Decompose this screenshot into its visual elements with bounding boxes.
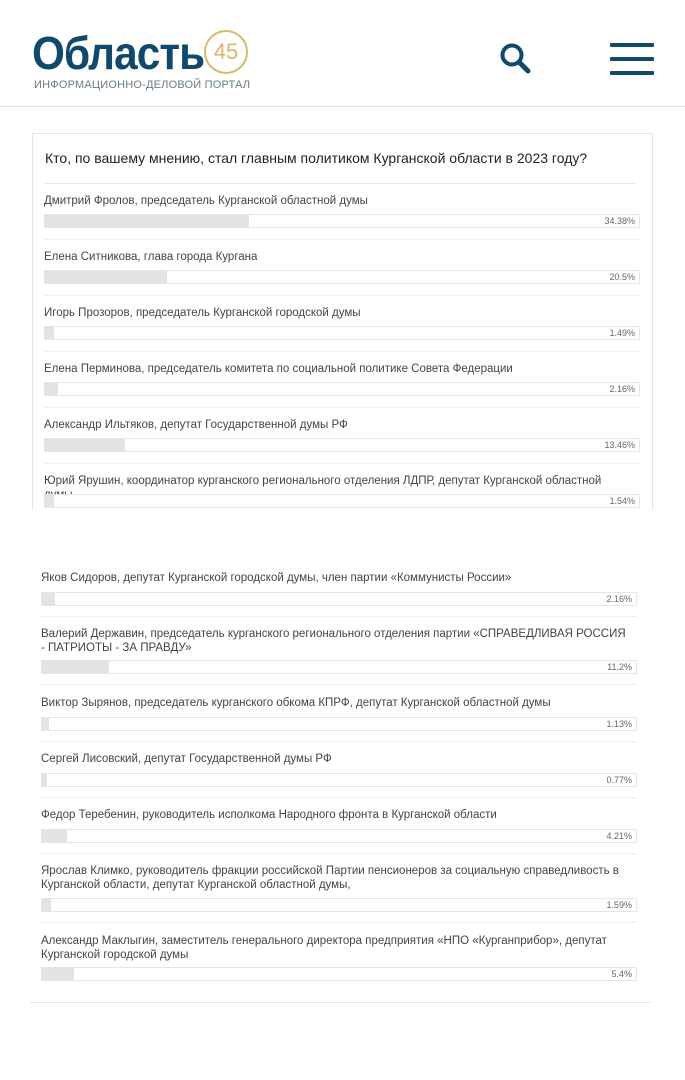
poll-option <box>41 934 637 979</box>
poll-result-percent: 1.54% <box>609 496 635 506</box>
poll-result-bar <box>41 660 637 674</box>
hamburger-menu-icon-line <box>610 71 654 75</box>
poll-result-bar <box>44 382 640 396</box>
site-logo[interactable] <box>32 27 251 91</box>
divider <box>41 853 637 854</box>
poll-result-percent: 2.16% <box>606 594 632 604</box>
hamburger-menu-icon <box>610 43 654 47</box>
logo-subtitle: ИНФОРМАЦИОННО-ДЕЛОВОЙ ПОРТАЛ <box>34 79 251 91</box>
poll-result-percent: 1.59% <box>606 900 632 910</box>
divider <box>41 616 637 617</box>
poll-option-label: Ярослав Климко, руководитель фракции российской Партии пенсионеров за социальную справедливость в Курганской области, депутат Курганской областной думы, <box>41 865 619 891</box>
poll-option-label: Александр Маклыгин, заместитель генерального директора предприятия «НПО «Курганприбор», депутат Курганской городской думы <box>41 935 607 961</box>
poll-result-bar <box>41 829 637 843</box>
poll-option-label: Елена Ситникова, глава города Кургана <box>44 251 258 263</box>
poll-option-label: Федор Теребенин, руководитель исполкома Народного фронта в Курганской области <box>41 809 497 821</box>
poll-option-label: Виктор Зырянов, председатель курганского обкома КПРФ, депутат Курганской областной думы <box>41 697 551 709</box>
poll-result-fill <box>42 718 49 730</box>
poll-option-label: Александр Ильтяков, депутат Государственной думы РФ <box>44 419 348 431</box>
poll-option <box>44 418 640 450</box>
poll-result-percent: 20.5% <box>609 272 635 282</box>
poll-result-fill <box>42 968 74 980</box>
poll-result-percent: 2.16% <box>609 384 635 394</box>
search-icon <box>498 41 534 77</box>
poll-result-bar <box>44 438 640 452</box>
poll-option-label: Юрий Ярушин, координатор курганского регионального отделения ЛДПР, депутат Курганской областной <box>44 475 602 487</box>
poll-result-percent: 1.13% <box>606 719 632 729</box>
poll-result-percent: 5.4% <box>611 969 632 979</box>
poll-result-bar <box>41 967 637 981</box>
poll-option <box>44 362 640 394</box>
poll-result-bar <box>41 773 637 787</box>
poll-option <box>41 808 637 841</box>
poll-option <box>41 864 637 910</box>
poll-option <box>44 474 640 506</box>
hamburger-menu-icon-line <box>610 57 654 61</box>
poll-result-fill <box>45 327 54 339</box>
poll-result-fill <box>42 661 109 673</box>
poll-result-percent: 4.21% <box>606 831 632 841</box>
poll-option <box>44 306 640 338</box>
poll-result-percent: 13.46% <box>604 440 635 450</box>
poll-result-bar <box>44 494 640 508</box>
poll-result-fill <box>42 899 51 911</box>
poll-option-label: Дмитрий Фролов, председатель Курганской областной думы <box>44 195 368 207</box>
poll-result-fill <box>45 271 167 283</box>
poll-option <box>44 194 640 226</box>
poll-result-percent: 34.38% <box>604 216 635 226</box>
divider <box>41 741 637 742</box>
poll-result-percent: 0.77% <box>606 775 632 785</box>
poll-result-bar <box>41 592 637 606</box>
divider <box>44 183 636 184</box>
divider <box>44 295 640 296</box>
divider <box>41 684 637 685</box>
menu-button[interactable] <box>610 43 654 75</box>
poll-result-bar <box>41 717 637 731</box>
poll-result-fill <box>45 495 54 507</box>
poll-option-label: Елена Перминова, председатель комитета по социальной политике Совета Федерации <box>44 363 513 375</box>
poll-option <box>41 627 637 672</box>
logo-region-badge: 45 <box>204 30 248 74</box>
poll-result-bar <box>44 214 640 228</box>
divider <box>44 239 640 240</box>
poll-option <box>41 752 637 785</box>
poll-option <box>41 571 637 604</box>
poll-option <box>44 250 640 282</box>
poll-result-percent: 11.2% <box>607 662 632 672</box>
poll-option <box>41 696 637 729</box>
poll-result-fill <box>42 830 67 842</box>
poll-question: Кто, по вашему мнению, стал главным политиком Курганской области в 2023 году? <box>45 150 588 166</box>
poll-result-bar <box>44 326 640 340</box>
poll-result-percent: 1.49% <box>609 328 635 338</box>
divider <box>41 922 637 923</box>
divider <box>44 407 640 408</box>
poll-card <box>32 133 653 510</box>
poll-result-fill <box>45 383 58 395</box>
poll-option-label: Яков Сидоров, депутат Курганской городской думы, член партии «Коммунисты России» <box>41 572 512 584</box>
poll-result-bar <box>41 898 637 912</box>
divider <box>44 351 640 352</box>
divider <box>41 797 637 798</box>
poll-result-fill <box>45 215 249 227</box>
poll-result-fill <box>42 774 47 786</box>
poll-result-fill <box>45 439 125 451</box>
search-button[interactable] <box>498 41 534 77</box>
poll-option-label: Сергей Лисовский, депутат Государственной думы РФ <box>41 753 332 765</box>
poll-option-label: Игорь Прозоров, председатель Курганской городской думы <box>44 307 361 319</box>
logo-wordmark: Область <box>32 27 205 79</box>
poll-result-bar <box>44 270 640 284</box>
poll-option-label: Валерий Державин, председатель курганского регионального отделения партии «СПРАВЕДЛИВАЯ РОССИЯ - ПАТРИОТЫ - ЗА ПРАВДУ» <box>41 628 626 654</box>
site-header <box>0 0 685 107</box>
poll-result-fill <box>42 593 55 605</box>
divider <box>44 463 640 464</box>
poll-card-continued <box>30 563 651 1003</box>
